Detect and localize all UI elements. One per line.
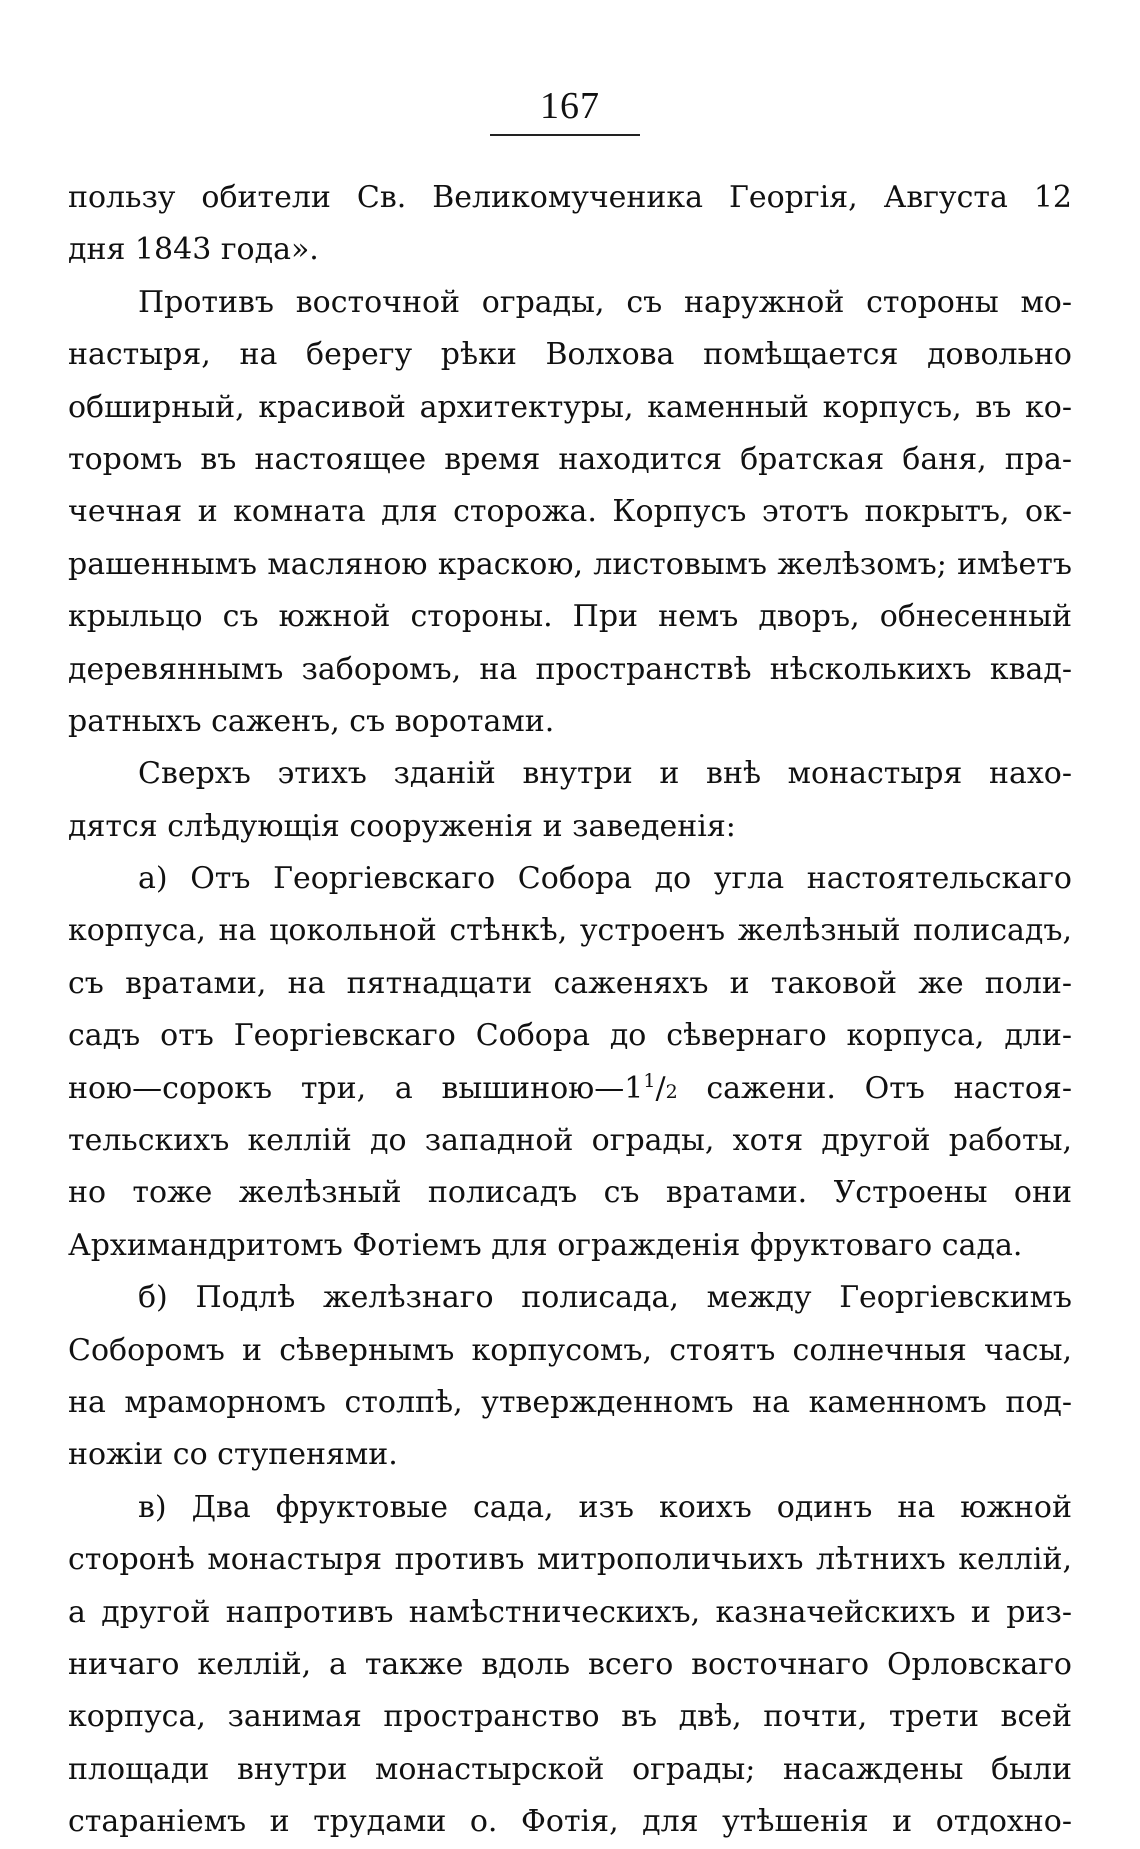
text-line: садъ отъ Георгіевскаго Собора до сѣвернаго корпуса, дли- [68, 1018, 1072, 1054]
text-line: а) Отъ Георгіевскаго Собора до угла настоятельскаго [138, 861, 1072, 897]
text-line: крыльцо съ южной стороны. При немъ дворъ, обнесенный [68, 599, 1072, 635]
fraction-slash: / [655, 1070, 666, 1106]
text-line: ножіи со ступенями. [68, 1437, 398, 1473]
text-line [68, 1063, 1072, 1115]
page-number: 167 [540, 85, 600, 127]
page-number-rule [490, 134, 640, 136]
text-line: обширный, красивой архитектуры, каменный корпусъ, въ ко- [68, 389, 1072, 425]
text-line: торомъ въ настоящее время находится братская баня, пра- [68, 441, 1072, 477]
text-line: рашеннымъ масляною краскою, листовымъ желѣзомъ; имѣетъ [68, 546, 1072, 582]
fraction-numerator: 1 [643, 1069, 656, 1092]
text-line-part: сажени. Отъ настоя- [677, 1070, 1072, 1106]
text-line: ничаго келлій, а также вдоль всего восточнаго Орловскаго [68, 1646, 1072, 1682]
text-line: сторонѣ монастыря противъ митрополичьихъ лѣтнихъ келлій, [68, 1542, 1072, 1578]
text-line: на мраморномъ столпѣ, утвержденномъ на каменномъ под- [68, 1384, 1072, 1420]
text-line: тельскихъ келлій до западной ограды, хотя другой работы, [68, 1123, 1072, 1159]
text-line: корпуса, занимая пространство въ двѣ, почти, трети всей [68, 1699, 1072, 1735]
text-line: съ вратами, на пятнадцати саженяхъ и таковой же поли- [68, 965, 1072, 1001]
text-line: б) Подлѣ желѣзнаго полисада, между Георгіевскимъ [138, 1280, 1072, 1316]
text-line: деревяннымъ заборомъ, на пространствѣ нѣсколькихъ квад- [68, 651, 1072, 687]
text-line: дятся слѣдующія сооруженія и заведенія: [68, 808, 736, 844]
text-line: Сверхъ этихъ зданій внутри и внѣ монастыря нахо- [138, 756, 1072, 792]
text-line: а другой напротивъ намѣстническихъ, казначейскихъ и риз- [68, 1594, 1072, 1630]
text-line: Противъ восточной ограды, съ наружной стороны мо- [138, 284, 1072, 320]
text-line: ратныхъ саженъ, съ воротами. [68, 703, 555, 739]
text-line: пользу обители Св. Великомученика Георгія, Августа 12 [68, 180, 1072, 215]
fraction-denominator: 2 [665, 1080, 678, 1103]
text-line: площади внутри монастырской ограды; насаждены были [68, 1751, 1072, 1787]
text-line: дня 1843 года». [68, 232, 319, 268]
text-line: Архимандритомъ Фотіемъ для огражденія фруктоваго сада. [68, 1227, 1023, 1263]
text-line-part: ною—сорокъ три, а вышиною—1 [68, 1070, 644, 1106]
text-line: корпуса, на цокольной стѣнкѣ, устроенъ желѣзный полисадъ, [68, 913, 1072, 949]
text-line: чечная и комната для сторожа. Корпусъ этотъ покрытъ, ок- [68, 494, 1072, 530]
text-line: настыря, на берегу рѣки Волхова помѣщается довольно [68, 337, 1072, 373]
text-line: в) Два фруктовые сада, изъ коихъ одинъ на южной [138, 1489, 1072, 1525]
text-line: но тоже желѣзный полисадъ съ вратами. Устроены они [68, 1175, 1072, 1211]
body-text [68, 172, 1072, 1849]
text-line: стараніемъ и трудами о. Фотія, для утѣшенія и отдохно- [68, 1804, 1072, 1840]
text-line: Соборомъ и сѣвернымъ корпусомъ, стоятъ солнечныя часы, [68, 1332, 1072, 1368]
